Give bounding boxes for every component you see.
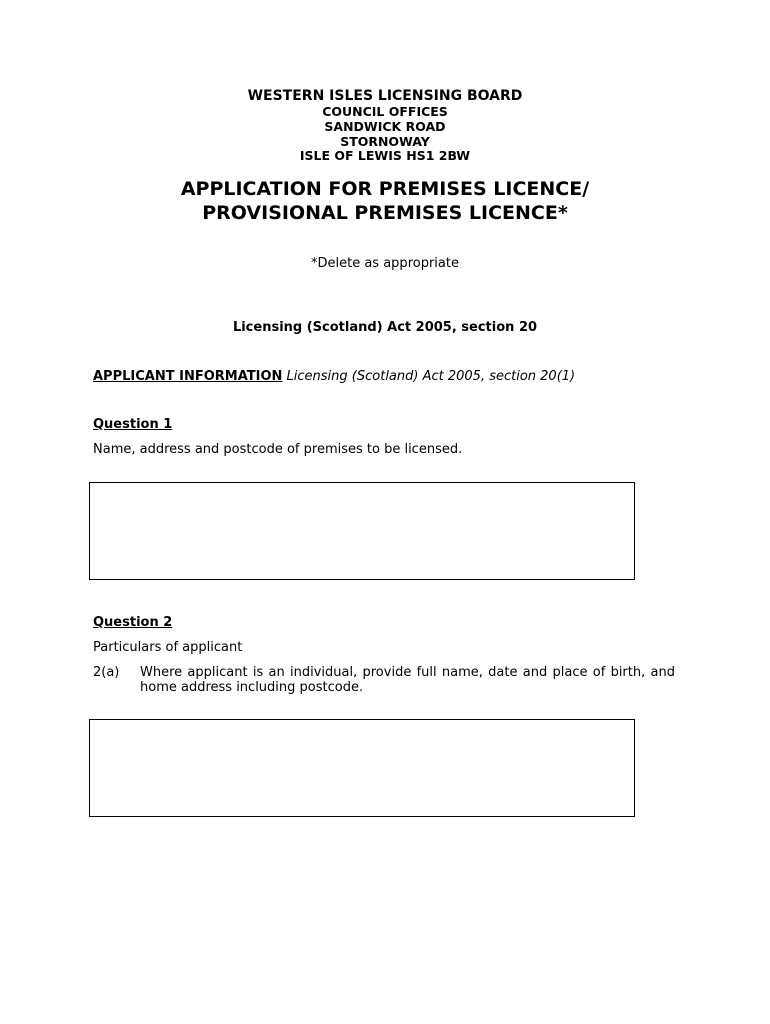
- address-line-3: STORNOWAY: [340, 134, 430, 149]
- question-1-text: Name, address and postcode of premises to be licensed.: [93, 442, 463, 457]
- form-title-line-2: PROVISIONAL PREMISES LICENCE*: [202, 202, 568, 224]
- question-2-text: Particulars of applicant: [93, 640, 243, 655]
- act-reference: Licensing (Scotland) Act 2005, section 20: [232, 320, 538, 335]
- question-2a-number: 2(a): [93, 665, 120, 680]
- address-line-4: ISLE OF LEWIS HS1 2BW: [299, 148, 471, 163]
- board-name: WESTERN ISLES LICENSING BOARD: [247, 88, 523, 104]
- question-2-heading: Question 2: [93, 615, 173, 630]
- applicant-information-reference: Licensing (Scotland) Act 2005, section 20(1): [286, 369, 576, 384]
- address-line-2: SANDWICK ROAD: [324, 119, 446, 134]
- address-line-1: COUNCIL OFFICES: [322, 104, 448, 119]
- applicant-information-line: [93, 369, 575, 384]
- question-2a-text: Where applicant is an individual, provide full name, date and place of birth, and home address including postcode.: [140, 665, 675, 695]
- applicant-information-heading: APPLICANT INFORMATION: [93, 369, 283, 384]
- question-1-heading: Question 1: [93, 417, 173, 432]
- form-title-line-1: APPLICATION FOR PREMISES LICENCE/: [180, 178, 590, 200]
- question-1-answer-box[interactable]: [89, 482, 635, 580]
- question-2a-answer-box[interactable]: [89, 719, 635, 817]
- delete-note: *Delete as appropriate: [311, 256, 459, 271]
